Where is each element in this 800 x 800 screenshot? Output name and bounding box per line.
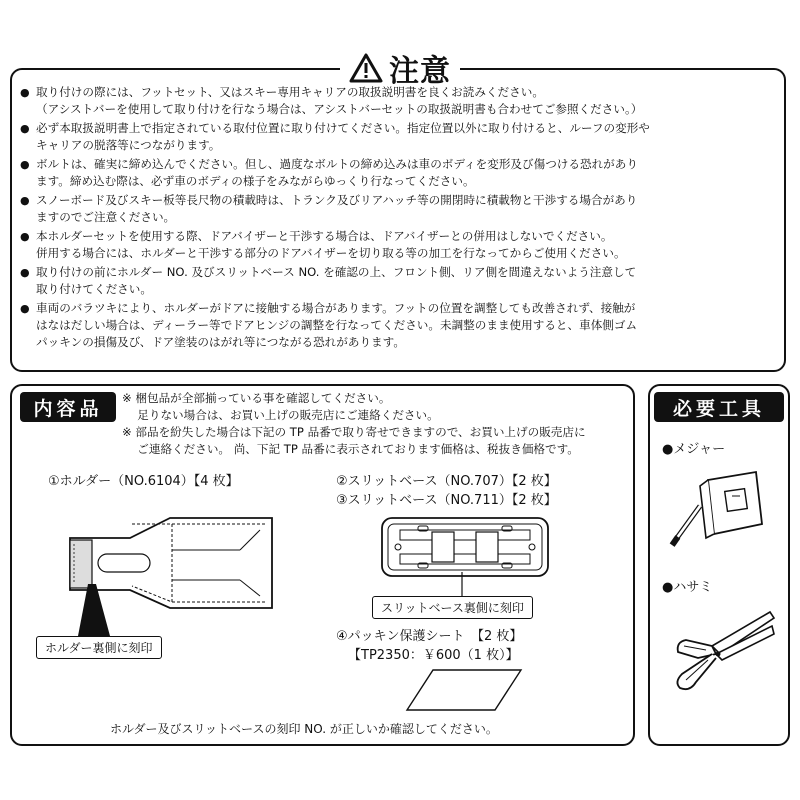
caution-item: ● ボルトは、確実に締め込んでください。但し、過度なボルトの締め込みは車のボディを変形及び傷つける恐れがあり ます。締め込む際は、必ず車のボディの様子をみながらゆっくり行なってください。	[20, 156, 782, 190]
tool-tape-label: ●メジャー	[662, 442, 726, 457]
caution-title	[340, 48, 460, 88]
caution-item: ● 取り付けの際には、フットセット、又はスキー専用キャリアの取扱説明書を良くお読みください。 （アシストバーを使用して取り付けを行なう場合は、アシストバーセットの取扱説明書も合わせてご参照ください。）	[20, 84, 782, 118]
note-line: ご連絡ください。 尚、下記 TP 品番に表示されております価格は、税抜き価格です。	[122, 442, 579, 456]
note-line: ※ 部品を紛失した場合は下記の TP 品番で取り寄せできますので、お買い上げの販売店に	[122, 425, 586, 439]
caution-item: ● スノーボード及びスキー板等長尺物の積載時は、トランク及びリアハッチ等の開閉時に積載物と干渉する場合があり ますのでご注意ください。	[20, 192, 782, 226]
item-holder-label: ①ホルダー（NO.6104）【4 枚】	[48, 474, 239, 489]
scissors-icon	[672, 606, 776, 698]
warning-icon	[349, 53, 383, 83]
caution-item: ● 取り付けの前にホルダー NO. 及びスリットベース NO. を確認の上、フロント側、リア側を間違えないよう注意して 取り付けてください。	[20, 264, 782, 298]
item-packing-label: ④パッキン保護シート 【2 枚】	[336, 629, 523, 644]
holder-callout: ホルダー裏側に刻印	[36, 636, 162, 659]
caution-title-text: 注意	[389, 54, 451, 89]
item-packing-price: 【TP2350：￥600（1 枚）】	[348, 648, 519, 663]
caution-item: ● 車両のバラツキにより、ホルダーがドアに接触する場合があります。フットの位置を調整しても改善されず、接触が はなはだしい場合は、ディーラー等でドアヒンジの調整を行なってください。未調整のまま使用すると、車体側ゴム パッキンの損傷及び、ドア塗装のはがれ等につながる恐れがあります。	[20, 300, 782, 351]
slit-base-callout: スリットベース裏側に刻印	[372, 596, 533, 619]
tape-measure-icon	[668, 466, 774, 556]
note-line: ※ 梱包品が全部揃っている事を確認してください。	[122, 391, 391, 405]
caution-item: ● 必ず本取扱説明書上で指定されている取付位置に取り付けてください。指定位置以外に取り付けると、ルーフの変形や キャリアの脱落等につながります。	[20, 120, 782, 154]
note-line: 足りない場合は、お買い上げの販売店にご連絡ください。	[122, 408, 439, 422]
caution-item: ● 本ホルダーセットを使用する際、ドアバイザーと干渉する場合は、ドアバイザーとの併用はしないでください。 併用する場合には、ホルダーと干渉する部分のドアバイザーを切り取る等の加工を行なってからご使用ください。	[20, 228, 782, 262]
contents-footer: ホルダー及びスリットベースの刻印 NO. が正しいか確認してください。	[110, 722, 498, 736]
tool-scissors-label: ●ハサミ	[662, 580, 713, 595]
tools-label: 必要工具	[654, 392, 784, 422]
slit-base-drawing	[380, 516, 550, 578]
contents-label: 内容品	[20, 392, 116, 422]
packing-sheet-drawing	[405, 668, 525, 712]
holder-pointer	[60, 580, 120, 640]
caution-list	[20, 84, 782, 353]
item-slit711-label: ③スリットベース（NO.711）【2 枚】	[336, 493, 557, 508]
contents-notes	[122, 390, 586, 458]
item-slit707-label: ②スリットベース（NO.707）【2 枚】	[336, 474, 557, 489]
